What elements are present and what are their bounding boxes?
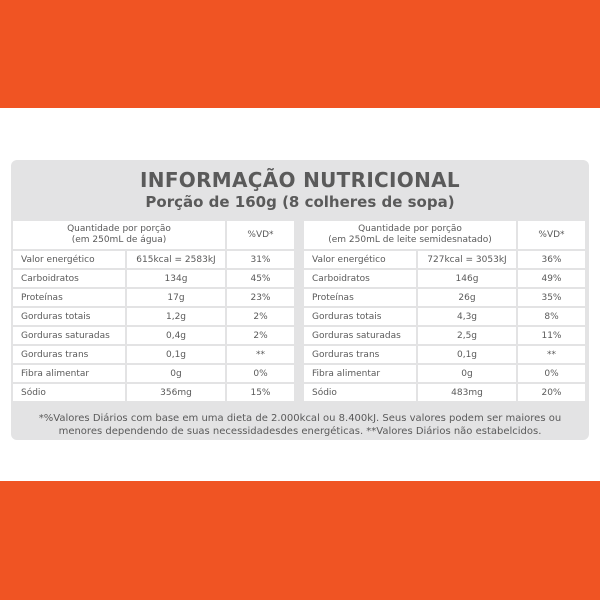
header-line-2: (em 250mL de leite semidesnatado) <box>328 235 492 245</box>
nutrient-name: Fibra alimentar <box>304 365 416 382</box>
nutrition-panel <box>11 160 589 440</box>
serving-size: Porção de 160g (8 colheres de sopa) <box>145 193 455 211</box>
nutrient-vd: 20% <box>518 384 585 401</box>
nutrient-amount: 134g <box>127 270 225 287</box>
nutrient-vd: 8% <box>518 308 585 325</box>
nutrient-amount: 0g <box>127 365 225 382</box>
nutrient-vd: 15% <box>227 384 294 401</box>
nutrient-vd: 0% <box>227 365 294 382</box>
nutrient-name: Proteínas <box>13 289 125 306</box>
nutrient-amount: 4,3g <box>418 308 516 325</box>
nutrient-vd: 35% <box>518 289 585 306</box>
table-header-quantity <box>13 221 225 249</box>
nutrient-name: Carboidratos <box>13 270 125 287</box>
nutrient-vd: 49% <box>518 270 585 287</box>
nutrient-amount: 1,2g <box>127 308 225 325</box>
nutrient-name: Gorduras totais <box>304 308 416 325</box>
nutrient-vd: 45% <box>227 270 294 287</box>
nutrient-vd: ** <box>518 346 585 363</box>
nutrient-amount: 2,5g <box>418 327 516 344</box>
nutrient-name: Gorduras saturadas <box>304 327 416 344</box>
nutrient-amount: 17g <box>127 289 225 306</box>
nutrient-name: Sódio <box>13 384 125 401</box>
nutrient-name: Proteínas <box>304 289 416 306</box>
nutrient-amount: 0,1g <box>418 346 516 363</box>
panel-title: INFORMAÇÃO NUTRICIONAL <box>140 168 460 192</box>
nutrient-amount: 26g <box>418 289 516 306</box>
nutrient-amount: 0,4g <box>127 327 225 344</box>
nutrient-name: Valor energético <box>304 251 416 268</box>
header-line-1: Quantidade por porção <box>67 224 171 234</box>
table-header-vd: %VD* <box>518 221 585 249</box>
nutrient-amount: 727kcal = 3053kJ <box>418 251 516 268</box>
nutrient-amount: 146g <box>418 270 516 287</box>
top-orange-band <box>0 0 600 108</box>
footnote-line-2: menores dependendo de suas necessidadesdes energéticas. **Valores Diários não estabelcidos. <box>58 426 542 437</box>
nutrient-name: Gorduras totais <box>13 308 125 325</box>
nutrient-vd: 0% <box>518 365 585 382</box>
nutrient-name: Gorduras saturadas <box>13 327 125 344</box>
bottom-orange-band <box>0 481 600 600</box>
nutrient-name: Fibra alimentar <box>13 365 125 382</box>
nutrient-name: Carboidratos <box>304 270 416 287</box>
nutrient-amount: 483mg <box>418 384 516 401</box>
header-line-1: Quantidade por porção <box>358 224 462 234</box>
nutrient-amount: 356mg <box>127 384 225 401</box>
nutrient-vd: 11% <box>518 327 585 344</box>
nutrient-vd: ** <box>227 346 294 363</box>
nutrient-name: Valor energético <box>13 251 125 268</box>
nutrient-vd: 23% <box>227 289 294 306</box>
footnote-line-1: *%Valores Diários com base em uma dieta de 2.000kcal ou 8.400kJ. Seus valores podem ser maiores ou <box>38 413 562 424</box>
nutrient-amount: 0g <box>418 365 516 382</box>
nutrient-vd: 2% <box>227 327 294 344</box>
nutrient-name: Gorduras trans <box>13 346 125 363</box>
header-line-2: (em 250mL de água) <box>71 235 167 245</box>
nutrient-name: Sódio <box>304 384 416 401</box>
nutrient-vd: 36% <box>518 251 585 268</box>
nutrient-vd: 31% <box>227 251 294 268</box>
table-header-vd: %VD* <box>227 221 294 249</box>
nutrient-amount: 0,1g <box>127 346 225 363</box>
nutrient-name: Gorduras trans <box>304 346 416 363</box>
nutrient-amount: 615kcal = 2583kJ <box>127 251 225 268</box>
footnote <box>17 412 583 438</box>
table-header-quantity <box>304 221 516 249</box>
nutrient-vd: 2% <box>227 308 294 325</box>
